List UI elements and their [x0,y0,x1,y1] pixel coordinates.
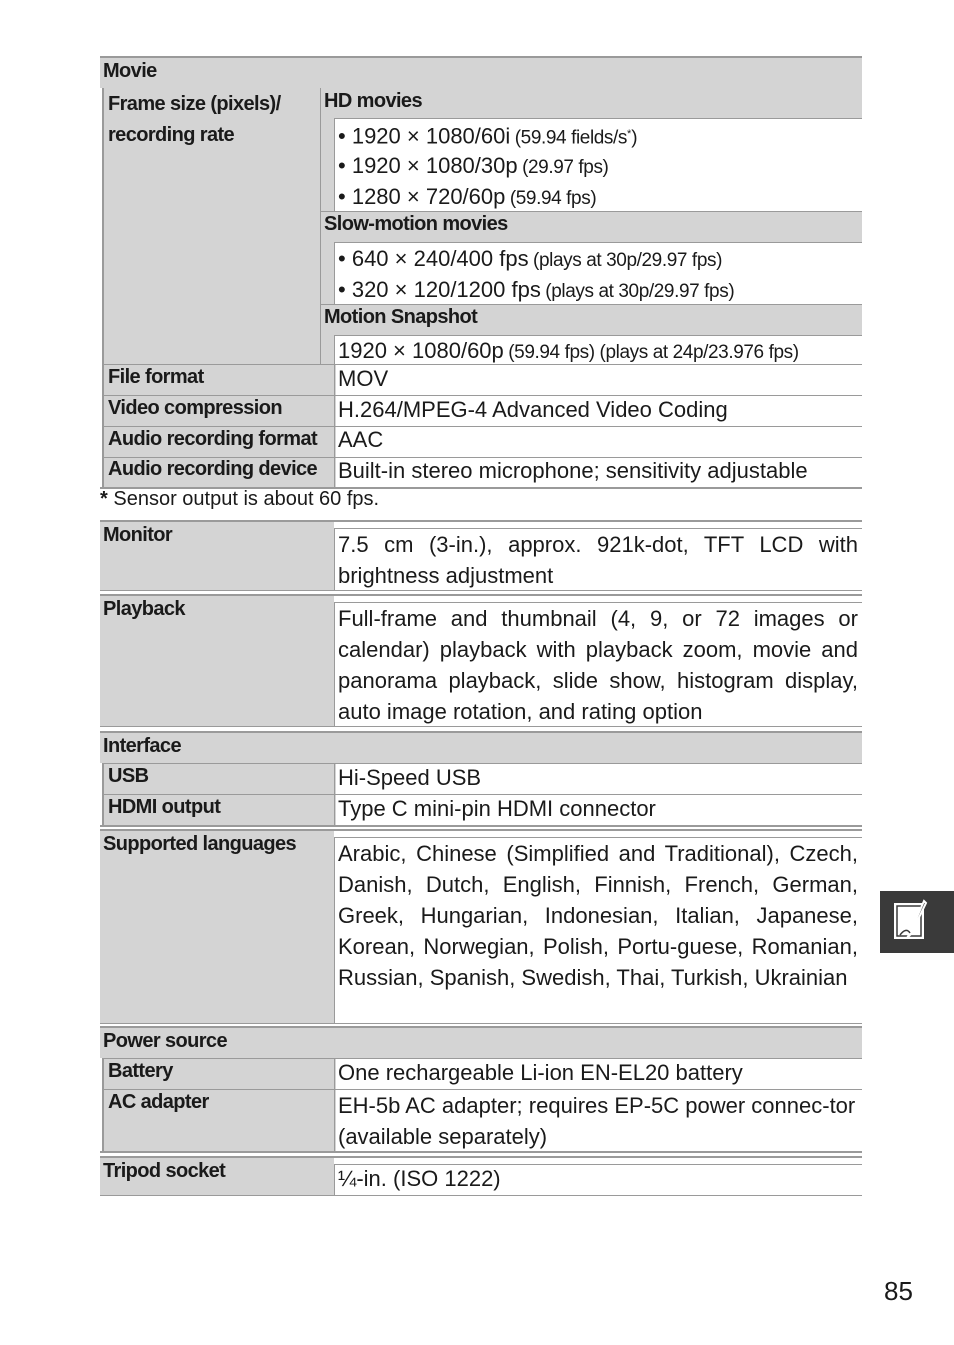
motion-snapshot-header [321,304,862,335]
monitor-value: 7.5 cm (3-in.), approx. 921k-dot, TFT LCD with brightness adjustment [338,532,858,588]
usb-label: USB [108,765,149,787]
list-item: • 1920 × 1080/60i (59.94 fields/s*) [338,123,638,149]
hd-movies-title: HD movies [324,90,422,112]
slow-motion-title: Slow-motion movies [324,213,508,235]
motion-snapshot-title: Motion Snapshot [324,306,478,328]
hd-movies-header [321,88,862,118]
tripod-value: ¼-in. (ISO 1222) [338,1166,501,1191]
video-compression-label: Video compression [108,397,282,419]
battery-value: One rechargeable Li-ion EN-EL20 battery [338,1060,743,1085]
list-item: • 1920 × 1080/30p (29.97 fps) [338,153,609,178]
motion-snapshot-value: 1920 × 1080/60p (59.94 fps) (plays at 24p/23.976 fps) [335,335,862,365]
playback-label: Playback [103,598,185,620]
interface-title: Interface [103,735,181,757]
languages-value: Arabic, Chinese (Simplified and Traditional), Czech, Danish, Dutch, English, Finnish, French, German, Greek, Hungarian, Indonesian, Italian, Japanese, Korean, Norwegian, Polish, Portu-guese, Romanian, Russian, Spanish, Swedish, Thai, Turkish, Ukrainian [338,841,858,990]
hdmi-value: Type C mini-pin HDMI connector [338,796,656,821]
footnote-mark: * [100,488,108,510]
audio-format-label: Audio recording format [108,428,318,450]
frame-size-label-line1: Frame size (pixels)/ [108,93,281,115]
slow-motion-list [335,242,862,305]
page-number: 85 [884,1276,913,1306]
audio-device-label-cell [102,458,336,487]
interface-section [100,731,862,827]
audio-format-value: AAC [338,427,384,452]
power-section [100,1026,862,1154]
footnote-text: Sensor output is about 60 fps. [113,488,380,510]
video-compression-value: H.264/MPEG-4 Advanced Video Coding [338,397,728,422]
languages-label: Supported languages [103,833,297,855]
audio-device-value: Built-in stereo microphone; sensitivity adjustable [338,458,808,483]
slow-motion-header [321,211,862,242]
ac-adapter-value: EH-5b AC adapter; requires EP-5C power connec-tor (available separately) [338,1093,856,1149]
video-compression-label-cell [102,396,336,426]
monitor-label: Monitor [103,524,173,546]
hd-item-list [335,118,862,212]
list-item: • 320 × 120/1200 fps (plays at 30p/29.97 fps) [338,277,735,302]
frame-size-label-line2: recording rate [108,124,235,146]
playback-section [100,594,862,727]
file-format-label-cell [102,365,336,395]
monitor-section [100,520,862,592]
languages-section [100,829,862,1024]
playback-value: Full-frame and thumbnail (4, 9, or 72 images or calendar) playback with playback zoom, movie and panorama playback, slide show, histogram display, auto image rotation, and rating option [338,606,858,724]
pencil-note-icon [880,891,954,953]
tripod-label: Tripod socket [103,1160,226,1182]
frame-size-label-cell [102,88,322,364]
file-format-value: MOV [338,366,389,391]
audio-format-label-cell [102,427,336,457]
movie-title: Movie [103,60,157,82]
hdmi-label: HDMI output [108,796,221,818]
usb-value: Hi-Speed USB [338,765,482,790]
audio-device-label: Audio recording device [108,458,318,480]
list-item: • 640 × 240/400 fps (plays at 30p/29.97 fps) [338,246,723,271]
ac-adapter-label: AC adapter [108,1091,209,1113]
list-item: • 1280 × 720/60p (59.94 fps) [338,184,597,209]
movie-section [100,56,862,488]
file-format-label: File format [108,366,204,388]
section-side-tab [880,891,954,953]
tripod-section [100,1156,862,1196]
power-title: Power source [103,1030,227,1052]
movie-footnote [100,486,379,512]
movie-section-header [100,58,862,88]
battery-label: Battery [108,1060,173,1082]
